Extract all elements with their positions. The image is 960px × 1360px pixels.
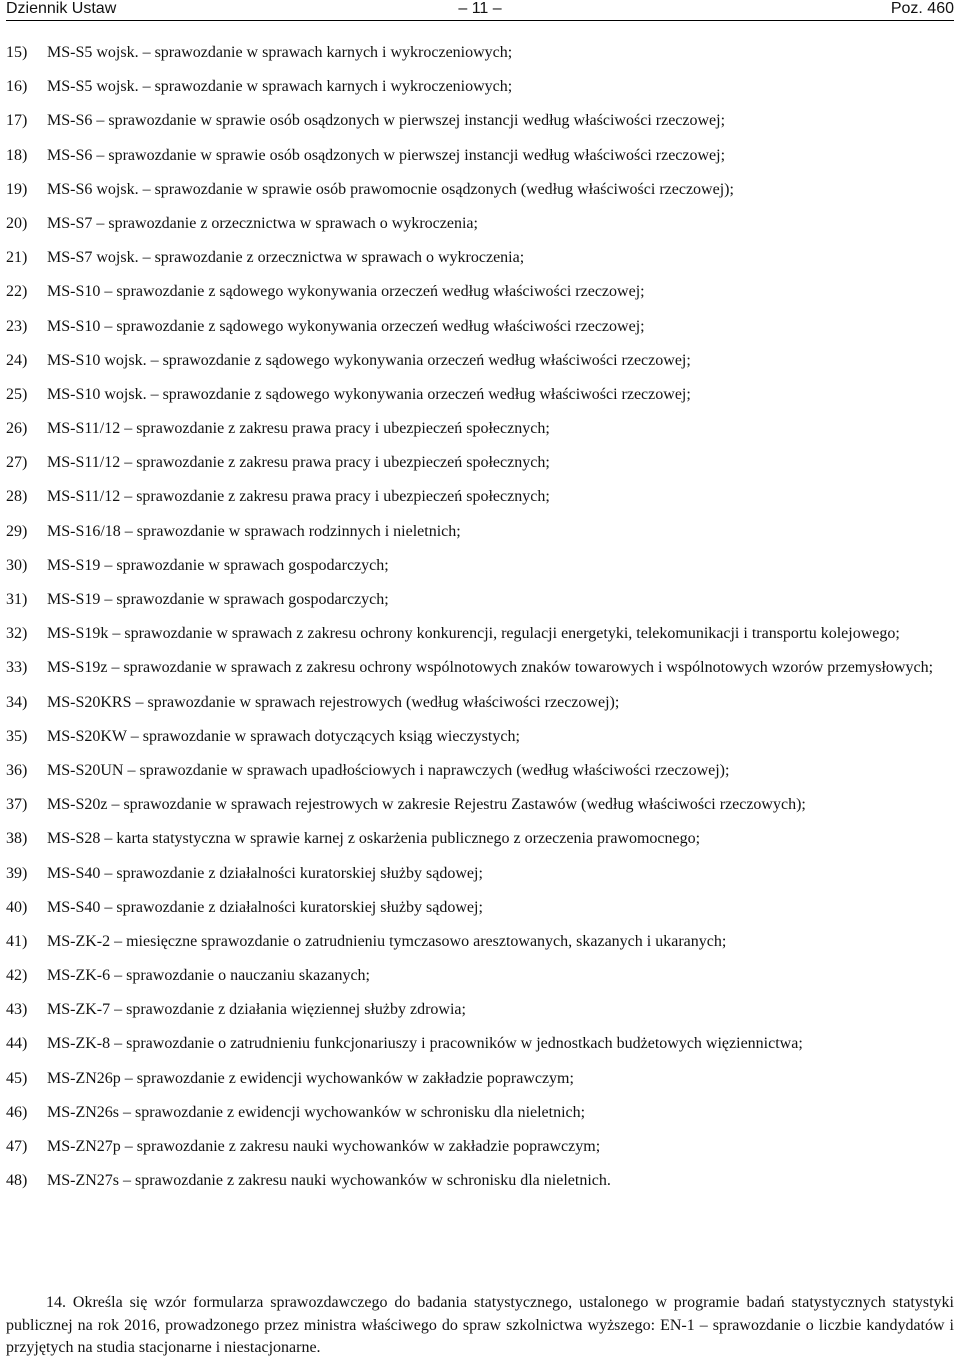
item-text: MS-S6 wojsk. – sprawozdanie w sprawie osób prawomocnie osądzonych (według właściwości rzeczowej); [47, 180, 734, 198]
page-header [6, 0, 954, 21]
item-text: MS-S5 wojsk. – sprawozdanie w sprawach karnych i wykroczeniowych; [47, 44, 513, 61]
item-text: MS-S20UN – sprawozdanie w sprawach upadłościowych i naprawczych (według właściwości rzeczowej); [47, 761, 730, 779]
item-text: MS-S11/12 – sprawozdanie z zakresu prawa pracy i ubezpieczeń społecznych; [47, 454, 550, 472]
item-number: 45) [6, 1069, 28, 1087]
list-item [6, 1033, 954, 1055]
item-text: MS-ZN26p – sprawozdanie z ewidencji wychowanków w zakładzie poprawczym; [47, 1069, 574, 1087]
list-item [6, 897, 954, 919]
item-text: MS-S11/12 – sprawozdanie z zakresu prawa pracy i ubezpieczeń społecznych; [47, 420, 550, 438]
item-text: MS-ZK-6 – sprawozdanie o nauczaniu skazanych; [47, 967, 370, 985]
list-item [6, 384, 954, 406]
item-text: MS-S20z – sprawozdanie w sprawach rejestrowych w zakresie Rejestru Zastawów (według właściwości rzeczowych); [47, 796, 806, 814]
list-item [6, 863, 954, 885]
list-item [6, 76, 954, 98]
list-item [6, 589, 954, 611]
list-item [6, 965, 954, 987]
list-item [6, 555, 954, 577]
item-text: MS-ZK-2 – miesięczne sprawozdanie o zatrudnieniu tymczasowo aresztowanych, skazanych i ukaranych; [47, 932, 727, 950]
list-item [6, 179, 954, 201]
item-number: 31) [6, 591, 28, 608]
item-number: 16) [6, 78, 28, 96]
paragraph-14: 14. Określa się wzór formularza sprawozdawczego do badania statystycznego, ustalonego w programie badań statystycznych statystyki publicznej na rok 2016, prowadzonego przez ministra właściwego do spraw szkolnictwa wyższego: EN-1 – sprawozdanie o liczbie kandydatów i przyjętych na studia stacjonarne i niestacjonarne. [6, 1294, 954, 1356]
list-item [6, 418, 954, 440]
item-number: 47) [6, 1138, 28, 1155]
list-item [6, 794, 954, 816]
item-text: MS-S11/12 – sprawozdanie z zakresu prawa pracy i ubezpieczeń społecznych; [47, 488, 550, 506]
item-number: 25) [6, 385, 28, 403]
item-number: 15) [6, 44, 28, 61]
list-item [6, 931, 954, 953]
item-text: MS-S28 – karta statystyczna w sprawie karnej z oskarżenia publicznego z orzeczenia prawomocnego; [47, 830, 701, 848]
item-number: 22) [6, 283, 28, 301]
item-text: MS-S19z – sprawozdanie w sprawach z zakresu ochrony wspólnotowych znaków towarowych i wspólnotowych wzorów przemysłowych; [47, 659, 934, 677]
item-number: 19) [6, 180, 28, 198]
item-text: MS-S5 wojsk. – sprawozdanie w sprawach karnych i wykroczeniowych; [47, 78, 513, 96]
item-text: MS-S20KW – sprawozdanie w sprawach dotyczących ksiąg wieczystych; [47, 727, 520, 745]
page-number: – 11 – [458, 0, 502, 17]
list-item [6, 486, 954, 508]
item-text: MS-S6 – sprawozdanie w sprawie osób osądzonych w pierwszej instancji według właściwości rzeczowej; [47, 146, 726, 164]
item-number: 41) [6, 932, 28, 950]
list-item [6, 1068, 954, 1090]
item-text: MS-S6 – sprawozdanie w sprawie osób osądzonych w pierwszej instancji według właściwości rzeczowej; [47, 112, 726, 130]
list-item [6, 350, 954, 372]
item-number: 38) [6, 830, 28, 848]
item-number: 39) [6, 864, 28, 882]
item-number: 46) [6, 1103, 28, 1121]
item-number: 23) [6, 317, 28, 335]
item-text: MS-S10 – sprawozdanie z sądowego wykonywania orzeczeń według właściwości rzeczowej; [47, 283, 645, 301]
list-item [6, 247, 954, 269]
list-item [6, 828, 954, 850]
item-text: MS-ZK-7 – sprawozdanie z działania więziennej służby zdrowia; [47, 1001, 466, 1019]
list-item [6, 623, 954, 645]
item-text: MS-S20KRS – sprawozdanie w sprawach rejestrowych (według właściwości rzeczowej); [47, 693, 620, 711]
item-number: 37) [6, 796, 28, 814]
item-number: 30) [6, 556, 28, 574]
list-item [6, 521, 954, 543]
list-item [6, 316, 954, 338]
item-text: MS-S16/18 – sprawozdanie w sprawach rodzinnych i nieletnich; [47, 522, 461, 540]
item-number: 36) [6, 761, 28, 779]
list-item [6, 110, 954, 132]
item-number: 20) [6, 214, 28, 232]
item-number: 44) [6, 1035, 28, 1053]
list-item [6, 452, 954, 474]
form-list [6, 42, 954, 1204]
list-item [6, 1102, 954, 1124]
item-text: MS-ZK-8 – sprawozdanie o zatrudnieniu funkcjonariuszy i pracowników w jednostkach budżetowych więziennictwa; [47, 1035, 803, 1053]
list-item [6, 145, 954, 167]
item-text: MS-S19 – sprawozdanie w sprawach gospodarczych; [47, 556, 389, 574]
list-item [6, 657, 954, 679]
journal-title: Dziennik Ustaw [6, 0, 117, 17]
item-text: MS-S10 wojsk. – sprawozdanie z sądowego wykonywania orzeczeń według właściwości rzeczowej; [47, 351, 691, 369]
item-number: 28) [6, 488, 28, 506]
item-number: 24) [6, 351, 28, 369]
list-item [6, 213, 954, 235]
item-number: 29) [6, 522, 28, 540]
list-item [6, 760, 954, 782]
list-item [6, 42, 954, 64]
list-item [6, 1136, 954, 1158]
item-number: 26) [6, 420, 28, 438]
item-number: 48) [6, 1172, 28, 1190]
item-number: 17) [6, 112, 28, 130]
item-number: 32) [6, 625, 28, 643]
item-text: MS-ZN27s – sprawozdanie z zakresu nauki wychowanków w schronisku dla nieletnich. [47, 1172, 611, 1190]
item-text: MS-S40 – sprawozdanie z działalności kuratorskiej służby sądowej; [47, 898, 483, 916]
position-number: Poz. 460 [890, 0, 954, 17]
item-number: 18) [6, 146, 28, 164]
item-text: MS-S7 wojsk. – sprawozdanie z orzecznictwa w sprawach o wykroczenia; [47, 249, 525, 267]
item-text: MS-S19k – sprawozdanie w sprawach z zakresu ochrony konkurencji, regulacji energetyki, telekomunikacji i transportu kolejowego; [47, 625, 900, 643]
item-number: 27) [6, 454, 28, 472]
item-text: MS-S7 – sprawozdanie z orzecznictwa w sprawach o wykroczenia; [47, 214, 478, 232]
item-number: 33) [6, 659, 28, 677]
item-number: 21) [6, 249, 28, 267]
item-number: 43) [6, 1001, 28, 1019]
item-text: MS-S10 wojsk. – sprawozdanie z sądowego wykonywania orzeczeń według właściwości rzeczowej; [47, 385, 691, 403]
list-item [6, 726, 954, 748]
item-number: 40) [6, 898, 28, 916]
item-number: 42) [6, 967, 28, 985]
item-text: MS-S10 – sprawozdanie z sądowego wykonywania orzeczeń według właściwości rzeczowej; [47, 317, 645, 335]
list-item [6, 1170, 954, 1192]
item-text: MS-S40 – sprawozdanie z działalności kuratorskiej służby sądowej; [47, 864, 483, 882]
item-text: MS-S19 – sprawozdanie w sprawach gospodarczych; [47, 591, 389, 608]
item-number: 34) [6, 693, 28, 711]
item-number: 35) [6, 727, 28, 745]
list-item [6, 999, 954, 1021]
list-item [6, 692, 954, 714]
item-text: MS-ZN27p – sprawozdanie z zakresu nauki wychowanków w zakładzie poprawczym; [47, 1138, 601, 1155]
list-item [6, 281, 954, 303]
item-text: MS-ZN26s – sprawozdanie z ewidencji wychowanków w schronisku dla nieletnich; [47, 1103, 586, 1121]
